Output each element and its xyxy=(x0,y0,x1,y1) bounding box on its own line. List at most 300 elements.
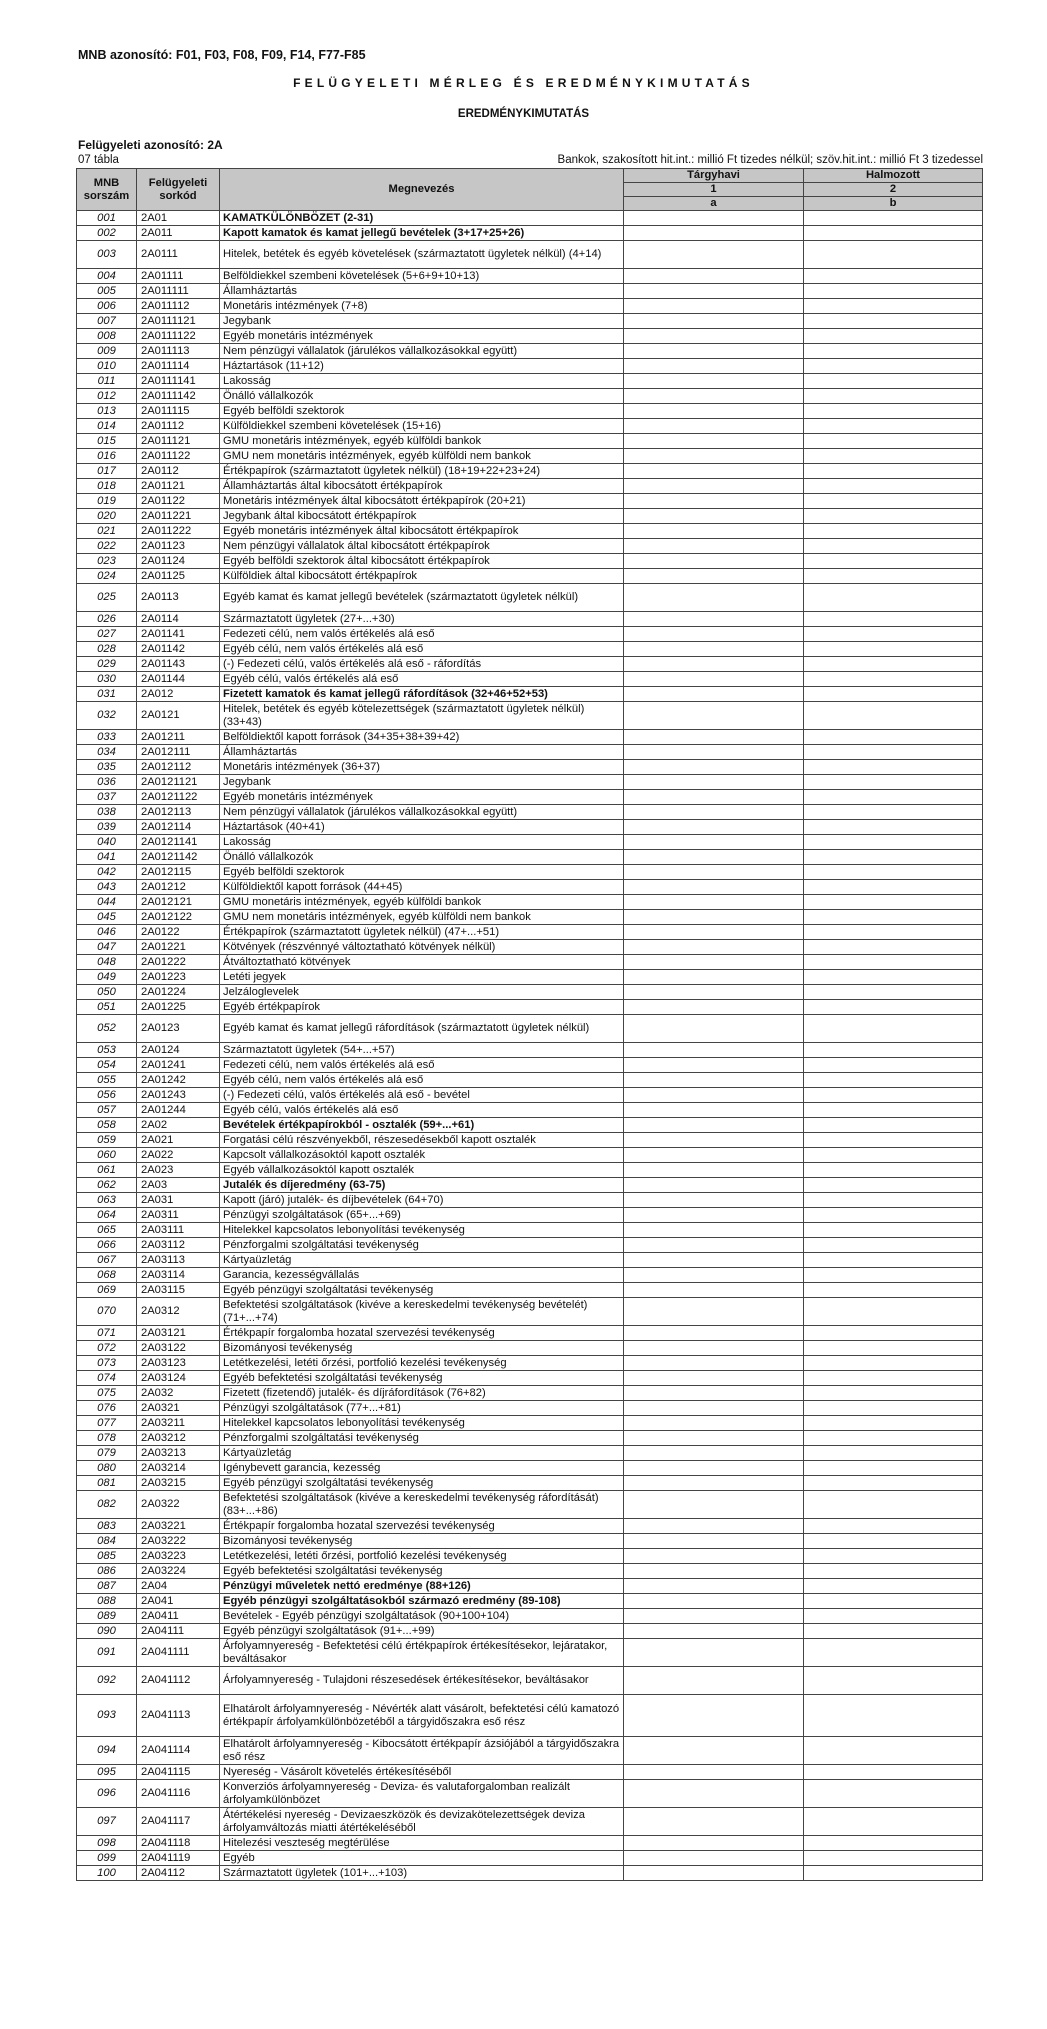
row-code: 2A0113 xyxy=(137,584,220,612)
value-monthly-cell[interactable] xyxy=(624,539,804,554)
units-note: Bankok, szakosított hit.int.: millió Ft tizedes nélkül; szöv.hit.int.: millió Ft 3 tizedessel xyxy=(557,154,983,166)
row-code: 2A041112 xyxy=(137,1667,220,1695)
table-row xyxy=(77,374,983,389)
value-cumulative-cell[interactable] xyxy=(804,419,983,434)
value-cumulative-cell[interactable] xyxy=(804,745,983,760)
value-cumulative-cell[interactable] xyxy=(804,1238,983,1253)
value-cumulative-cell[interactable] xyxy=(804,850,983,865)
value-monthly-cell[interactable] xyxy=(624,687,804,702)
value-monthly-cell[interactable] xyxy=(624,1371,804,1386)
row-label: Bizományosi tevékenység xyxy=(220,1341,624,1356)
row-number: 090 xyxy=(77,1624,137,1639)
row-code: 2A0121142 xyxy=(137,850,220,865)
row-number: 084 xyxy=(77,1534,137,1549)
value-cumulative-cell[interactable] xyxy=(804,1461,983,1476)
row-code: 2A012115 xyxy=(137,865,220,880)
table-row xyxy=(77,1208,983,1223)
value-cumulative-cell[interactable] xyxy=(804,760,983,775)
value-cumulative-cell[interactable] xyxy=(804,642,983,657)
value-monthly-cell[interactable] xyxy=(624,1491,804,1519)
value-monthly-cell[interactable] xyxy=(624,1148,804,1163)
row-code: 2A011111 xyxy=(137,284,220,299)
value-cumulative-cell[interactable] xyxy=(804,1298,983,1326)
row-code: 2A01224 xyxy=(137,985,220,1000)
value-monthly-cell[interactable] xyxy=(624,880,804,895)
value-monthly-cell[interactable] xyxy=(624,241,804,269)
value-cumulative-cell[interactable] xyxy=(804,1491,983,1519)
value-monthly-cell[interactable] xyxy=(624,1564,804,1579)
row-number: 092 xyxy=(77,1667,137,1695)
value-cumulative-cell[interactable] xyxy=(804,1371,983,1386)
value-cumulative-cell[interactable] xyxy=(804,1519,983,1534)
value-cumulative-cell[interactable] xyxy=(804,1579,983,1594)
value-monthly-cell[interactable] xyxy=(624,1667,804,1695)
row-number: 039 xyxy=(77,820,137,835)
value-cumulative-cell[interactable] xyxy=(804,374,983,389)
value-cumulative-cell[interactable] xyxy=(804,1808,983,1836)
value-cumulative-cell[interactable] xyxy=(804,1058,983,1073)
value-cumulative-cell[interactable] xyxy=(804,1765,983,1780)
value-monthly-cell[interactable] xyxy=(624,702,804,730)
value-monthly-cell[interactable] xyxy=(624,1073,804,1088)
value-cumulative-cell[interactable] xyxy=(804,1163,983,1178)
value-monthly-cell[interactable] xyxy=(624,464,804,479)
value-cumulative-cell[interactable] xyxy=(804,269,983,284)
value-monthly-cell[interactable] xyxy=(624,344,804,359)
value-cumulative-cell[interactable] xyxy=(804,835,983,850)
table-row xyxy=(77,284,983,299)
value-monthly-cell[interactable] xyxy=(624,449,804,464)
value-cumulative-cell[interactable] xyxy=(804,226,983,241)
value-monthly-cell[interactable] xyxy=(624,805,804,820)
row-code: 2A01125 xyxy=(137,569,220,584)
value-cumulative-cell[interactable] xyxy=(804,211,983,226)
row-label: Átértékelési nyereség - Devizaeszközök és devizakötelezettségek deviza árfolyamváltozás miatti átértékeléséből xyxy=(220,1808,624,1836)
value-monthly-cell[interactable] xyxy=(624,1446,804,1461)
row-code: 2A01111 xyxy=(137,269,220,284)
value-monthly-cell[interactable] xyxy=(624,1043,804,1058)
row-number: 060 xyxy=(77,1148,137,1163)
value-monthly-cell[interactable] xyxy=(624,910,804,925)
value-cumulative-cell[interactable] xyxy=(804,539,983,554)
value-monthly-cell[interactable] xyxy=(624,584,804,612)
value-monthly-cell[interactable] xyxy=(624,612,804,627)
row-code: 2A03 xyxy=(137,1178,220,1193)
value-cumulative-cell[interactable] xyxy=(804,1564,983,1579)
value-monthly-cell[interactable] xyxy=(624,314,804,329)
row-number: 009 xyxy=(77,344,137,359)
value-monthly-cell[interactable] xyxy=(624,1609,804,1624)
value-cumulative-cell[interactable] xyxy=(804,1866,983,1881)
col-header-cumulative: Halmozott xyxy=(804,169,983,183)
table-row xyxy=(77,910,983,925)
value-cumulative-cell[interactable] xyxy=(804,554,983,569)
value-cumulative-cell[interactable] xyxy=(804,1088,983,1103)
value-monthly-cell[interactable] xyxy=(624,479,804,494)
value-cumulative-cell[interactable] xyxy=(804,524,983,539)
table-row xyxy=(77,434,983,449)
value-cumulative-cell[interactable] xyxy=(804,895,983,910)
value-cumulative-cell[interactable] xyxy=(804,880,983,895)
value-cumulative-cell[interactable] xyxy=(804,730,983,745)
value-monthly-cell[interactable] xyxy=(624,211,804,226)
row-code: 2A012114 xyxy=(137,820,220,835)
mnb-identifier: MNB azonosító: F01, F03, F08, F09, F14, F77-F85 xyxy=(78,48,366,62)
value-monthly-cell[interactable] xyxy=(624,985,804,1000)
table-row xyxy=(77,1667,983,1695)
row-code: 2A01123 xyxy=(137,539,220,554)
row-label: Egyéb célú, nem valós értékelés alá eső xyxy=(220,1073,624,1088)
value-monthly-cell[interactable] xyxy=(624,1268,804,1283)
table-body xyxy=(77,211,983,1881)
value-cumulative-cell[interactable] xyxy=(804,284,983,299)
value-monthly-cell[interactable] xyxy=(624,1118,804,1133)
row-code: 2A03114 xyxy=(137,1268,220,1283)
row-label: Egyéb célú, valós értékelés alá eső xyxy=(220,672,624,687)
value-monthly-cell[interactable] xyxy=(624,1133,804,1148)
value-cumulative-cell[interactable] xyxy=(804,1015,983,1043)
row-code: 2A041117 xyxy=(137,1808,220,1836)
value-cumulative-cell[interactable] xyxy=(804,344,983,359)
value-cumulative-cell[interactable] xyxy=(804,479,983,494)
value-cumulative-cell[interactable] xyxy=(804,955,983,970)
row-label: Fizetett kamatok és kamat jellegű ráfordítások (32+46+52+53) xyxy=(220,687,624,702)
value-cumulative-cell[interactable] xyxy=(804,1624,983,1639)
value-monthly-cell[interactable] xyxy=(624,1624,804,1639)
row-code: 2A022 xyxy=(137,1148,220,1163)
value-cumulative-cell[interactable] xyxy=(804,985,983,1000)
value-monthly-cell[interactable] xyxy=(624,745,804,760)
value-cumulative-cell[interactable] xyxy=(804,1356,983,1371)
value-cumulative-cell[interactable] xyxy=(804,1780,983,1808)
value-monthly-cell[interactable] xyxy=(624,1416,804,1431)
row-code: 2A012122 xyxy=(137,910,220,925)
row-code: 2A0111141 xyxy=(137,374,220,389)
row-number: 061 xyxy=(77,1163,137,1178)
row-label: Hitelek, betétek és egyéb kötelezettségek (származtatott ügyletek nélkül) (33+43) xyxy=(220,702,624,730)
value-monthly-cell[interactable] xyxy=(624,1765,804,1780)
row-number: 087 xyxy=(77,1579,137,1594)
row-number: 051 xyxy=(77,1000,137,1015)
value-monthly-cell[interactable] xyxy=(624,1386,804,1401)
value-monthly-cell[interactable] xyxy=(624,1594,804,1609)
value-monthly-cell[interactable] xyxy=(624,269,804,284)
value-monthly-cell[interactable] xyxy=(624,1431,804,1446)
value-monthly-cell[interactable] xyxy=(624,1866,804,1881)
value-monthly-cell[interactable] xyxy=(624,1808,804,1836)
value-cumulative-cell[interactable] xyxy=(804,1431,983,1446)
value-monthly-cell[interactable] xyxy=(624,850,804,865)
row-code: 2A011121 xyxy=(137,434,220,449)
value-monthly-cell[interactable] xyxy=(624,1193,804,1208)
value-monthly-cell[interactable] xyxy=(624,940,804,955)
value-cumulative-cell[interactable] xyxy=(804,1401,983,1416)
value-monthly-cell[interactable] xyxy=(624,925,804,940)
value-cumulative-cell[interactable] xyxy=(804,1639,983,1667)
value-cumulative-cell[interactable] xyxy=(804,612,983,627)
value-monthly-cell[interactable] xyxy=(624,895,804,910)
value-cumulative-cell[interactable] xyxy=(804,775,983,790)
value-cumulative-cell[interactable] xyxy=(804,940,983,955)
value-cumulative-cell[interactable] xyxy=(804,1000,983,1015)
value-monthly-cell[interactable] xyxy=(624,554,804,569)
value-monthly-cell[interactable] xyxy=(624,790,804,805)
value-cumulative-cell[interactable] xyxy=(804,1178,983,1193)
row-number: 050 xyxy=(77,985,137,1000)
row-code: 2A0124 xyxy=(137,1043,220,1058)
value-cumulative-cell[interactable] xyxy=(804,657,983,672)
row-label: GMU nem monetáris intézmények, egyéb külföldi nem bankok xyxy=(220,449,624,464)
table-row xyxy=(77,1356,983,1371)
row-label: Egyéb pénzügyi szolgáltatásokból származó eredmény (89-108) xyxy=(220,1594,624,1609)
table-row xyxy=(77,790,983,805)
value-monthly-cell[interactable] xyxy=(624,730,804,745)
value-cumulative-cell[interactable] xyxy=(804,1476,983,1491)
row-number: 068 xyxy=(77,1268,137,1283)
value-cumulative-cell[interactable] xyxy=(804,925,983,940)
value-monthly-cell[interactable] xyxy=(624,970,804,985)
value-cumulative-cell[interactable] xyxy=(804,1208,983,1223)
row-code: 2A0114 xyxy=(137,612,220,627)
value-cumulative-cell[interactable] xyxy=(804,569,983,584)
value-monthly-cell[interactable] xyxy=(624,1836,804,1851)
value-monthly-cell[interactable] xyxy=(624,524,804,539)
table-row xyxy=(77,1549,983,1564)
row-number: 059 xyxy=(77,1133,137,1148)
row-label: Államháztartás xyxy=(220,745,624,760)
table-row xyxy=(77,1866,983,1881)
value-cumulative-cell[interactable] xyxy=(804,1193,983,1208)
row-label: Önálló vállalkozók xyxy=(220,850,624,865)
row-number: 053 xyxy=(77,1043,137,1058)
row-code: 2A012111 xyxy=(137,745,220,760)
row-number: 044 xyxy=(77,895,137,910)
table-row xyxy=(77,1118,983,1133)
value-cumulative-cell[interactable] xyxy=(804,865,983,880)
value-monthly-cell[interactable] xyxy=(624,434,804,449)
value-monthly-cell[interactable] xyxy=(624,1283,804,1298)
value-cumulative-cell[interactable] xyxy=(804,464,983,479)
value-monthly-cell[interactable] xyxy=(624,1401,804,1416)
value-monthly-cell[interactable] xyxy=(624,1088,804,1103)
row-code: 2A0121141 xyxy=(137,835,220,850)
value-cumulative-cell[interactable] xyxy=(804,790,983,805)
value-monthly-cell[interactable] xyxy=(624,1851,804,1866)
value-monthly-cell[interactable] xyxy=(624,1519,804,1534)
row-label: Lakosság xyxy=(220,374,624,389)
row-label: Befektetési szolgáltatások (kivéve a kereskedelmi tevékenység bevételét) (71+...+74) xyxy=(220,1298,624,1326)
value-cumulative-cell[interactable] xyxy=(804,1043,983,1058)
value-cumulative-cell[interactable] xyxy=(804,970,983,985)
value-monthly-cell[interactable] xyxy=(624,494,804,509)
value-monthly-cell[interactable] xyxy=(624,1058,804,1073)
value-monthly-cell[interactable] xyxy=(624,1015,804,1043)
value-cumulative-cell[interactable] xyxy=(804,1695,983,1737)
value-cumulative-cell[interactable] xyxy=(804,449,983,464)
value-monthly-cell[interactable] xyxy=(624,672,804,687)
value-monthly-cell[interactable] xyxy=(624,835,804,850)
value-monthly-cell[interactable] xyxy=(624,1534,804,1549)
value-cumulative-cell[interactable] xyxy=(804,434,983,449)
row-number: 052 xyxy=(77,1015,137,1043)
value-monthly-cell[interactable] xyxy=(624,1103,804,1118)
value-monthly-cell[interactable] xyxy=(624,1000,804,1015)
value-monthly-cell[interactable] xyxy=(624,642,804,657)
row-code: 2A04112 xyxy=(137,1866,220,1881)
value-cumulative-cell[interactable] xyxy=(804,404,983,419)
value-monthly-cell[interactable] xyxy=(624,1208,804,1223)
row-label: Egyéb belföldi szektorok xyxy=(220,404,624,419)
value-monthly-cell[interactable] xyxy=(624,1163,804,1178)
value-monthly-cell[interactable] xyxy=(624,657,804,672)
value-monthly-cell[interactable] xyxy=(624,329,804,344)
value-cumulative-cell[interactable] xyxy=(804,1073,983,1088)
row-code: 2A01112 xyxy=(137,419,220,434)
value-cumulative-cell[interactable] xyxy=(804,1534,983,1549)
table-row xyxy=(77,509,983,524)
value-monthly-cell[interactable] xyxy=(624,389,804,404)
row-label: Kötvények (részvénnyé változtatható kötvények nélkül) xyxy=(220,940,624,955)
row-number: 080 xyxy=(77,1461,137,1476)
value-monthly-cell[interactable] xyxy=(624,865,804,880)
value-cumulative-cell[interactable] xyxy=(804,1609,983,1624)
value-cumulative-cell[interactable] xyxy=(804,1283,983,1298)
row-label: Igénybevett garancia, kezesség xyxy=(220,1461,624,1476)
value-cumulative-cell[interactable] xyxy=(804,1549,983,1564)
value-monthly-cell[interactable] xyxy=(624,299,804,314)
value-cumulative-cell[interactable] xyxy=(804,299,983,314)
value-monthly-cell[interactable] xyxy=(624,1253,804,1268)
table-row xyxy=(77,1534,983,1549)
value-monthly-cell[interactable] xyxy=(624,1737,804,1765)
value-cumulative-cell[interactable] xyxy=(804,672,983,687)
value-monthly-cell[interactable] xyxy=(624,1326,804,1341)
col-number-2: 2 xyxy=(804,183,983,197)
value-monthly-cell[interactable] xyxy=(624,509,804,524)
value-monthly-cell[interactable] xyxy=(624,627,804,642)
value-cumulative-cell[interactable] xyxy=(804,509,983,524)
row-code: 2A01211 xyxy=(137,730,220,745)
value-monthly-cell[interactable] xyxy=(624,374,804,389)
value-cumulative-cell[interactable] xyxy=(804,627,983,642)
value-cumulative-cell[interactable] xyxy=(804,1594,983,1609)
value-monthly-cell[interactable] xyxy=(624,1298,804,1326)
row-label: Külföldiektől kapott források (44+45) xyxy=(220,880,624,895)
value-cumulative-cell[interactable] xyxy=(804,1667,983,1695)
value-cumulative-cell[interactable] xyxy=(804,1737,983,1765)
col-header-name: Megnevezés xyxy=(220,169,624,211)
value-cumulative-cell[interactable] xyxy=(804,1103,983,1118)
value-monthly-cell[interactable] xyxy=(624,226,804,241)
value-cumulative-cell[interactable] xyxy=(804,241,983,269)
value-cumulative-cell[interactable] xyxy=(804,389,983,404)
value-monthly-cell[interactable] xyxy=(624,1639,804,1667)
report-title: FELÜGYELETI MÉRLEG ÉS EREDMÉNYKIMUTATÁS xyxy=(293,76,754,90)
value-cumulative-cell[interactable] xyxy=(804,1416,983,1431)
value-cumulative-cell[interactable] xyxy=(804,1446,983,1461)
value-cumulative-cell[interactable] xyxy=(804,1268,983,1283)
value-monthly-cell[interactable] xyxy=(624,820,804,835)
row-number: 031 xyxy=(77,687,137,702)
row-label: Kártyaüzletág xyxy=(220,1446,624,1461)
value-cumulative-cell[interactable] xyxy=(804,1851,983,1866)
row-label: Bizományosi tevékenység xyxy=(220,1534,624,1549)
value-cumulative-cell[interactable] xyxy=(804,359,983,374)
value-monthly-cell[interactable] xyxy=(624,1780,804,1808)
row-number: 047 xyxy=(77,940,137,955)
table-row xyxy=(77,1695,983,1737)
table-row xyxy=(77,1058,983,1073)
value-monthly-cell[interactable] xyxy=(624,1178,804,1193)
value-cumulative-cell[interactable] xyxy=(804,1386,983,1401)
value-cumulative-cell[interactable] xyxy=(804,314,983,329)
table-row xyxy=(77,1386,983,1401)
table-row xyxy=(77,865,983,880)
value-monthly-cell[interactable] xyxy=(624,419,804,434)
table-row xyxy=(77,612,983,627)
value-cumulative-cell[interactable] xyxy=(804,494,983,509)
row-code: 2A03111 xyxy=(137,1223,220,1238)
row-code: 2A011115 xyxy=(137,404,220,419)
value-cumulative-cell[interactable] xyxy=(804,820,983,835)
row-code: 2A011221 xyxy=(137,509,220,524)
value-monthly-cell[interactable] xyxy=(624,359,804,374)
value-monthly-cell[interactable] xyxy=(624,1579,804,1594)
row-code: 2A01144 xyxy=(137,672,220,687)
value-cumulative-cell[interactable] xyxy=(804,1223,983,1238)
value-cumulative-cell[interactable] xyxy=(804,910,983,925)
value-monthly-cell[interactable] xyxy=(624,1223,804,1238)
row-label: Kapott kamatok és kamat jellegű bevételek (3+17+25+26) xyxy=(220,226,624,241)
value-monthly-cell[interactable] xyxy=(624,404,804,419)
row-code: 2A0122 xyxy=(137,925,220,940)
value-monthly-cell[interactable] xyxy=(624,1341,804,1356)
row-code: 2A041115 xyxy=(137,1765,220,1780)
row-label: Nem pénzügyi vállalatok (járulékos vállalkozásokkal együtt) xyxy=(220,344,624,359)
value-monthly-cell[interactable] xyxy=(624,760,804,775)
value-monthly-cell[interactable] xyxy=(624,1476,804,1491)
value-cumulative-cell[interactable] xyxy=(804,1148,983,1163)
value-cumulative-cell[interactable] xyxy=(804,1326,983,1341)
value-cumulative-cell[interactable] xyxy=(804,1341,983,1356)
value-cumulative-cell[interactable] xyxy=(804,1836,983,1851)
table-row xyxy=(77,1015,983,1043)
value-monthly-cell[interactable] xyxy=(624,1238,804,1253)
value-monthly-cell[interactable] xyxy=(624,1695,804,1737)
value-cumulative-cell[interactable] xyxy=(804,687,983,702)
value-monthly-cell[interactable] xyxy=(624,1356,804,1371)
value-cumulative-cell[interactable] xyxy=(804,805,983,820)
value-monthly-cell[interactable] xyxy=(624,1549,804,1564)
value-cumulative-cell[interactable] xyxy=(804,1118,983,1133)
table-row xyxy=(77,241,983,269)
row-number: 074 xyxy=(77,1371,137,1386)
value-monthly-cell[interactable] xyxy=(624,569,804,584)
value-cumulative-cell[interactable] xyxy=(804,329,983,344)
value-monthly-cell[interactable] xyxy=(624,284,804,299)
value-cumulative-cell[interactable] xyxy=(804,702,983,730)
value-cumulative-cell[interactable] xyxy=(804,584,983,612)
value-monthly-cell[interactable] xyxy=(624,955,804,970)
table-row xyxy=(77,745,983,760)
row-number: 076 xyxy=(77,1401,137,1416)
value-monthly-cell[interactable] xyxy=(624,775,804,790)
value-monthly-cell[interactable] xyxy=(624,1461,804,1476)
value-cumulative-cell[interactable] xyxy=(804,1253,983,1268)
row-number: 004 xyxy=(77,269,137,284)
table-row xyxy=(77,1073,983,1088)
value-cumulative-cell[interactable] xyxy=(804,1133,983,1148)
